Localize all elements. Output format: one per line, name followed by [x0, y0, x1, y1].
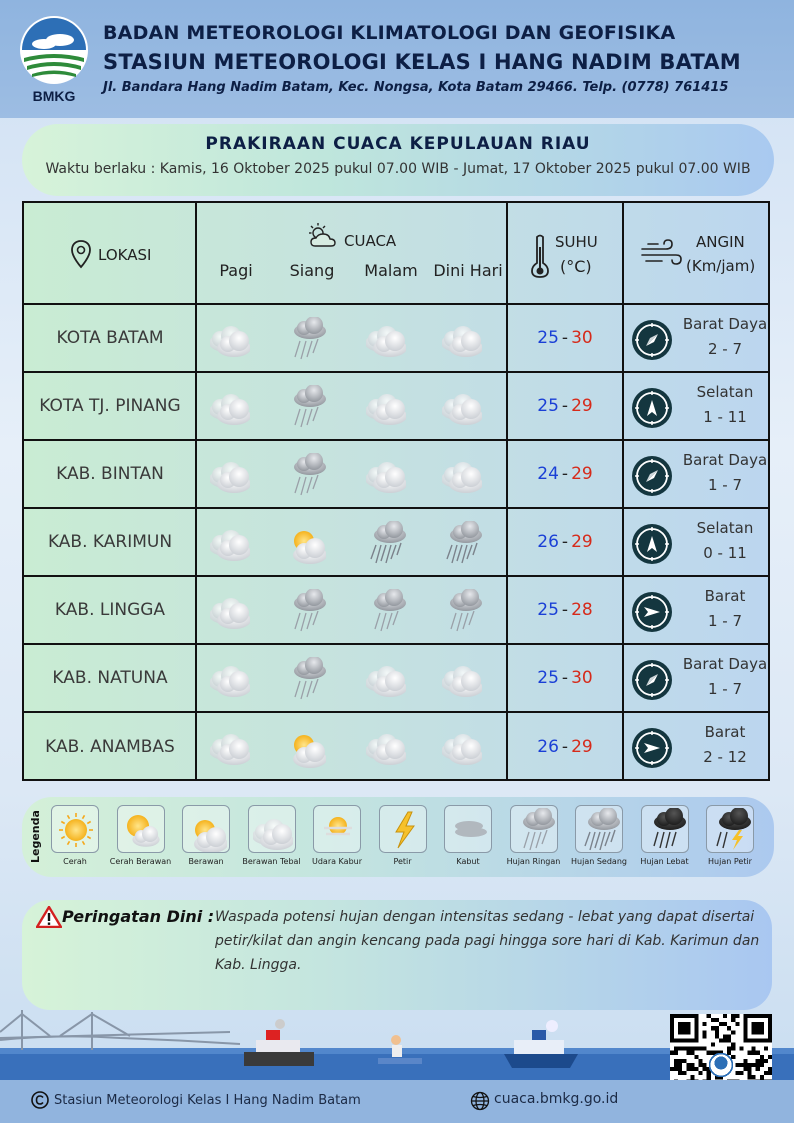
temp-max: 29 [571, 464, 593, 484]
partly-cloudy-icon [306, 221, 338, 251]
compass-southwest-icon [630, 318, 674, 362]
legend-icon-box [313, 805, 361, 853]
early-warning-panel [22, 900, 772, 1010]
temp-max: 30 [571, 328, 593, 348]
location-name: KOTA BATAM [56, 328, 164, 348]
table-row [24, 509, 768, 577]
warning-text: Waspada potensi hujan dengan intensitas sedang - lebat yang dapat disertai petir/kilat dan angin kencang pada pagi hingga sore hari di Kab. Karimun dan Kab. Lingga. [215, 909, 760, 973]
hujan-sedang-icon [442, 521, 482, 565]
hujan-ringan-icon [286, 453, 326, 497]
legend-item-label: Kabut [456, 857, 480, 866]
header-period-night: Dini Hari [433, 261, 503, 280]
legend-icon-box [641, 805, 689, 853]
temperature-range [508, 577, 622, 643]
hujan-ringan-icon [442, 589, 482, 633]
column-divider [622, 577, 624, 645]
wind-speed: 1 - 7 [707, 680, 743, 698]
globe-icon [470, 1091, 490, 1111]
page-title: PRAKIRAAN CUACA KEPULAUAN RIAU [205, 134, 591, 154]
wind-direction: Barat [704, 587, 746, 605]
temp-separator: - [561, 464, 569, 484]
berawan-tebal-icon [210, 589, 250, 633]
legend-item-label: Petir [393, 857, 412, 866]
temp-max: 28 [571, 600, 593, 620]
header-period-evening: Malam [364, 261, 418, 280]
wind-direction: Barat Daya [682, 315, 768, 333]
legend-item-label: Berawan [188, 857, 224, 866]
warning-icon [36, 906, 62, 928]
table-row [24, 441, 768, 509]
legend-item [304, 805, 370, 866]
berawan-tebal-icon [210, 521, 250, 565]
column-divider [622, 373, 624, 441]
hujan-ringan-icon [286, 385, 326, 429]
berawan-tebal-icon [210, 453, 250, 497]
hujan-petir-icon [711, 808, 751, 852]
berawan-tebal-icon [442, 657, 482, 701]
header-banner [0, 0, 794, 118]
legend-icon-box [248, 805, 296, 853]
cerah-icon [56, 808, 96, 852]
warning-title: Peringatan Dini : [62, 907, 215, 926]
berawan-tebal-icon [442, 385, 482, 429]
validity-period: Waktu berlaku : Kamis, 16 Oktober 2025 pukul 07.00 WIB - Jumat, 17 Oktober 2025 pukul 07.00 WIB [45, 161, 751, 177]
legend-item-label: Hujan Ringan [506, 857, 561, 866]
berawan-tebal-icon [442, 725, 482, 769]
footer-website[interactable]: cuaca.bmkg.go.id [494, 1091, 619, 1107]
hujan-lebat-icon [646, 808, 686, 852]
wind-direction: Selatan [696, 519, 754, 537]
cerah-berawan-icon [122, 808, 162, 852]
berawan-tebal-icon [210, 317, 250, 361]
legend-icon-box [379, 805, 427, 853]
temp-min: 25 [537, 668, 559, 688]
legend-item [173, 805, 239, 866]
legend-item-label: Cerah [63, 857, 87, 866]
berawan-tebal-icon [366, 385, 406, 429]
legend-icon-box [510, 805, 558, 853]
column-divider [622, 305, 624, 373]
footer-bar [0, 1080, 794, 1123]
temp-max: 29 [571, 737, 593, 757]
temp-min: 24 [537, 464, 559, 484]
berawan-tebal-icon [210, 385, 250, 429]
footer-copyright: Stasiun Meteorologi Kelas I Hang Nadim Batam [54, 1093, 361, 1108]
legend-label-text: Legenda [29, 810, 42, 863]
berawan-icon [286, 725, 326, 769]
header-period-afternoon: Siang [289, 261, 335, 280]
hujan-ringan-icon [286, 657, 326, 701]
legend-item [697, 805, 763, 866]
legend-panel [22, 797, 774, 877]
location-pin-icon [70, 239, 92, 269]
legend-item-label: Cerah Berawan [109, 857, 172, 866]
legend-item [501, 805, 567, 866]
berawan-tebal-icon [210, 657, 250, 701]
temperature-range [508, 713, 622, 781]
wind-icon [640, 237, 684, 271]
temp-separator: - [561, 328, 569, 348]
compass-west-icon [630, 590, 674, 634]
temp-min: 26 [537, 532, 559, 552]
legend-item [239, 805, 305, 866]
temperature-range [508, 373, 622, 439]
legend-item [42, 805, 108, 866]
table-row [24, 305, 768, 373]
berawan-tebal-icon [366, 317, 406, 361]
location-name: KAB. NATUNA [52, 668, 168, 688]
location-name: KAB. BINTAN [56, 464, 164, 484]
petir-icon [384, 808, 424, 852]
udara-kabur-icon [318, 808, 358, 852]
wind-speed: 2 - 12 [703, 748, 747, 766]
location-name: KAB. ANAMBAS [45, 737, 175, 757]
compass-south-icon [630, 522, 674, 566]
hujan-ringan-icon [286, 317, 326, 361]
wind-direction: Barat Daya [682, 655, 768, 673]
header-temp-unit: (°C) [560, 257, 592, 276]
temperature-range [508, 305, 622, 371]
legend-icon-box [444, 805, 492, 853]
location-name: KAB. KARIMUN [47, 532, 173, 552]
column-divider [622, 441, 624, 509]
legend-icon-box [51, 805, 99, 853]
berawan-tebal-icon [442, 453, 482, 497]
legend-label [24, 807, 44, 865]
wind-speed: 0 - 11 [703, 544, 747, 562]
table-row [24, 373, 768, 441]
legend-item-label: Hujan Petir [708, 857, 752, 866]
temp-separator: - [561, 532, 569, 552]
forecast-table [22, 201, 770, 781]
title-panel [22, 124, 774, 196]
copyright-icon [31, 1091, 49, 1109]
ferry-right [504, 1020, 578, 1068]
temperature-range [508, 645, 622, 711]
legend-item [632, 805, 698, 866]
kabut-icon [449, 808, 489, 852]
berawan-icon [286, 521, 326, 565]
header-wind-unit: (Km/jam) [686, 257, 756, 275]
compass-southwest-icon [630, 454, 674, 498]
legend-item-label: Berawan Tebal [242, 857, 301, 866]
temp-separator: - [561, 396, 569, 416]
wind-speed: 1 - 7 [707, 476, 743, 494]
agency-name: BADAN METEOROLOGI KLIMATOLOGI DAN GEOFISIKA [103, 22, 676, 44]
wind-direction: Selatan [696, 383, 754, 401]
temp-min: 26 [537, 737, 559, 757]
header-wind: ANGIN [696, 233, 745, 251]
berawan-icon [187, 808, 227, 852]
wind-direction: Barat [704, 723, 746, 741]
column-divider [622, 713, 624, 781]
temp-min: 25 [537, 600, 559, 620]
berawan-tebal-icon [366, 725, 406, 769]
berawan-tebal-icon [366, 657, 406, 701]
temp-max: 29 [571, 532, 593, 552]
temp-separator: - [561, 668, 569, 688]
table-row [24, 577, 768, 645]
temp-separator: - [561, 600, 569, 620]
header-temp: SUHU [555, 233, 598, 251]
header-weather: CUACA [344, 232, 397, 250]
temp-max: 29 [571, 396, 593, 416]
legend-icon-box [706, 805, 754, 853]
column-divider [622, 645, 624, 713]
legend-item-label: Udara Kabur [311, 857, 362, 866]
temperature-range [508, 509, 622, 575]
legend-item [435, 805, 501, 866]
wind-speed: 1 - 7 [707, 612, 743, 630]
compass-southwest-icon [630, 658, 674, 702]
temp-min: 25 [537, 328, 559, 348]
legend-item-label: Hujan Sedang [571, 857, 627, 866]
legend-item [370, 805, 436, 866]
table-row [24, 713, 768, 781]
station-name: STASIUN METEOROLOGI KELAS I HANG NADIM BATAM [103, 50, 741, 74]
wind-direction: Barat Daya [682, 451, 768, 469]
table-row [24, 645, 768, 713]
legend-item-label: Hujan Lebat [640, 857, 689, 866]
wind-speed: 1 - 11 [703, 408, 747, 426]
temp-max: 30 [571, 668, 593, 688]
table-header [24, 203, 768, 305]
hujan-ringan-icon [366, 589, 406, 633]
hujan-ringan-icon [515, 808, 555, 852]
header-period-morning: Pagi [219, 261, 253, 280]
logo-text: BMKG [32, 88, 76, 104]
berawan-tebal-icon [366, 453, 406, 497]
berawan-tebal-icon [442, 317, 482, 361]
location-name: KOTA TJ. PINANG [39, 396, 181, 416]
header-location: LOKASI [98, 246, 152, 264]
temp-min: 25 [537, 396, 559, 416]
temperature-range [508, 441, 622, 507]
legend-icon-box [182, 805, 230, 853]
hujan-sedang-icon [366, 521, 406, 565]
location-name: KAB. LINGGA [54, 600, 166, 620]
berawan-tebal-icon [210, 725, 250, 769]
legend-item [108, 805, 174, 866]
wind-speed: 2 - 7 [707, 340, 743, 358]
compass-south-icon [630, 386, 674, 430]
station-address: Jl. Bandara Hang Nadim Batam, Kec. Nongsa, Kota Batam 29466. Telp. (0778) 761415 [103, 80, 729, 95]
temp-separator: - [561, 737, 569, 757]
berawan-tebal-icon [253, 808, 293, 852]
thermometer-icon [530, 233, 550, 279]
ship-left [244, 1019, 314, 1066]
hujan-sedang-icon [580, 808, 620, 852]
compass-west-icon [630, 726, 674, 770]
hujan-ringan-icon [286, 589, 326, 633]
column-divider [622, 509, 624, 577]
legend-icon-box [117, 805, 165, 853]
legend-item [566, 805, 632, 866]
legend-icon-box [575, 805, 623, 853]
bmkg-logo [18, 14, 90, 106]
